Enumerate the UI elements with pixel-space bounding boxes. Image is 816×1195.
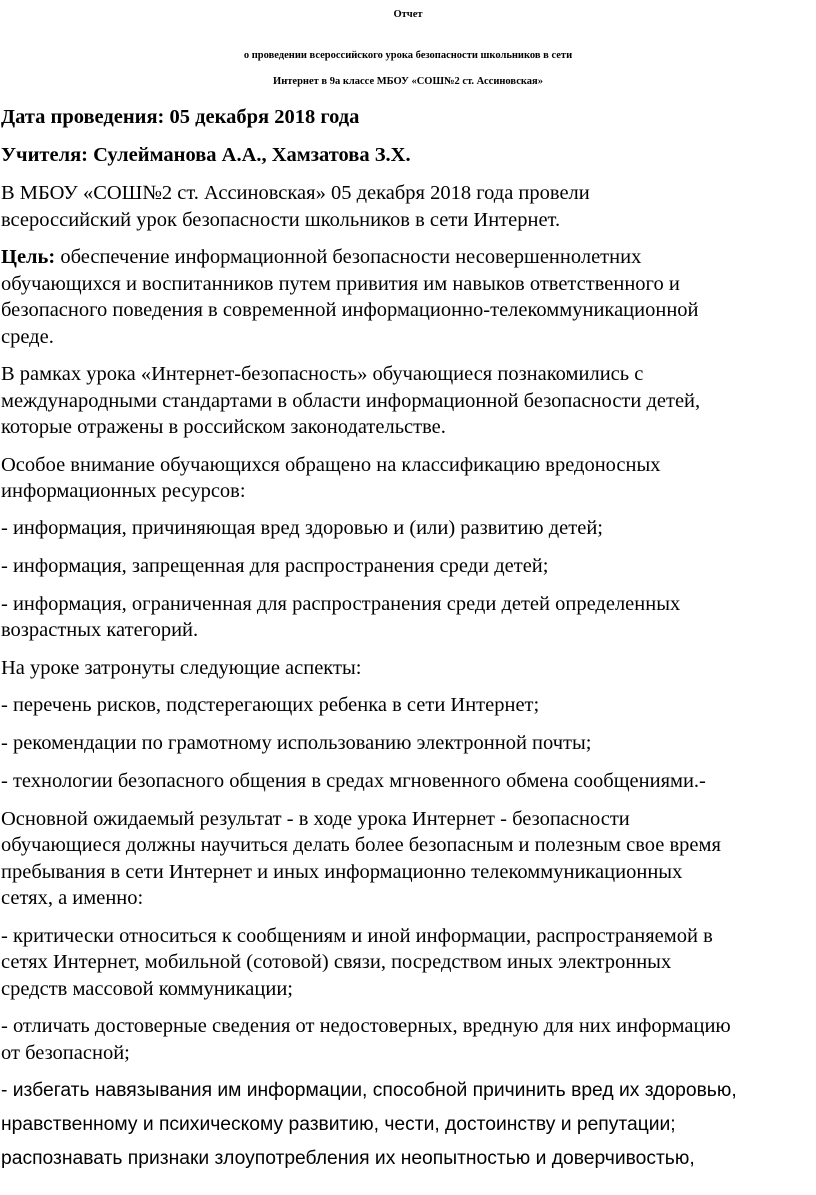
aspects-intro: На уроке затронуты следующие аспекты: [1, 657, 362, 679]
teachers-line: Учителя: Сулейманова А.А., Хамзатова З.Х. [1, 144, 411, 166]
result-line: обучающиеся должны научиться делать более безопасным и полезным свое время [1, 834, 721, 856]
list-item: нравственному и психическому развитию, чести, достоинству и репутации; [1, 1114, 676, 1135]
document-subtitle-line: о проведении всероссийского урока безопасности школьников в сети [243, 50, 573, 61]
list-item: - технологии безопасного общения в средах мгновенного обмена сообщениями.- [1, 770, 706, 792]
standards-line: которые отражены в российском законодательстве. [1, 416, 446, 438]
list-item: от безопасной; [1, 1042, 130, 1064]
list-item: - перечень рисков, подстерегающих ребенка в сети Интернет; [1, 694, 540, 716]
classification-line: информационных ресурсов: [1, 480, 246, 502]
goal-label: Цель: [1, 246, 56, 268]
goal-line: обучающихся и воспитанников путем привития им навыков ответственного и [1, 273, 680, 295]
list-item: - информация, запрещенная для распространения среди детей; [1, 555, 549, 577]
goal-line: безопасного поведения в современной информационно-телекоммуникационной [1, 299, 699, 321]
result-line: Основной ожидаемый результат - в ходе урока Интернет - безопасности [1, 808, 630, 830]
result-line: сетях, а именно: [1, 887, 144, 909]
list-item: распознавать признаки злоупотребления их неопытностью и доверчивостью, [1, 1148, 695, 1169]
intro-line: всероссийский урок безопасности школьников в сети Интернет. [1, 209, 561, 231]
standards-line: В рамках урока «Интернет-безопасность» обучающиеся познакомились с [1, 363, 644, 385]
document-subtitle-line: Интернет в 9а классе МБОУ «СОШ№2 ст. Ассиновская» [273, 76, 543, 87]
list-item: возрастных категорий. [1, 619, 199, 641]
date-line: Дата проведения: 05 декабря 2018 года [1, 106, 360, 128]
list-item: - избегать навязывания им информации, способной причинить вред их здоровью, [1, 1080, 737, 1101]
list-item: сетях Интернет, мобильной (сотовой) связи, посредством иных электронных [1, 951, 672, 973]
list-item: - отличать достоверные сведения от недостоверных, вредную для них информацию [1, 1015, 731, 1037]
list-item: - критически относиться к сообщениям и иной информации, распространяемой в [1, 925, 713, 947]
goal-text: обеспечение информационной безопасности несовершеннолетних [55, 246, 642, 268]
result-line: пребывания в сети Интернет и иных информационно телекоммуникационных [1, 861, 683, 883]
standards-line: международными стандартами в области информационной безопасности детей, [1, 390, 701, 412]
classification-line: Особое внимание обучающихся обращено на классификацию вредоносных [1, 454, 661, 476]
goal-line [1, 244, 641, 271]
intro-line: В МБОУ «СОШ№2 ст. Ассиновская» 05 декабря 2018 года провели [1, 182, 590, 204]
list-item: - информация, ограниченная для распространения среди детей определенных [1, 593, 681, 615]
goal-line: среде. [1, 326, 54, 348]
list-item: - рекомендации по грамотному использованию электронной почты; [1, 732, 592, 754]
list-item: - информация, причиняющая вред здоровью и (или) развитию детей; [1, 517, 603, 539]
list-item: средств массовой коммуникации; [1, 978, 294, 1000]
document-title: Отчет [393, 9, 423, 20]
